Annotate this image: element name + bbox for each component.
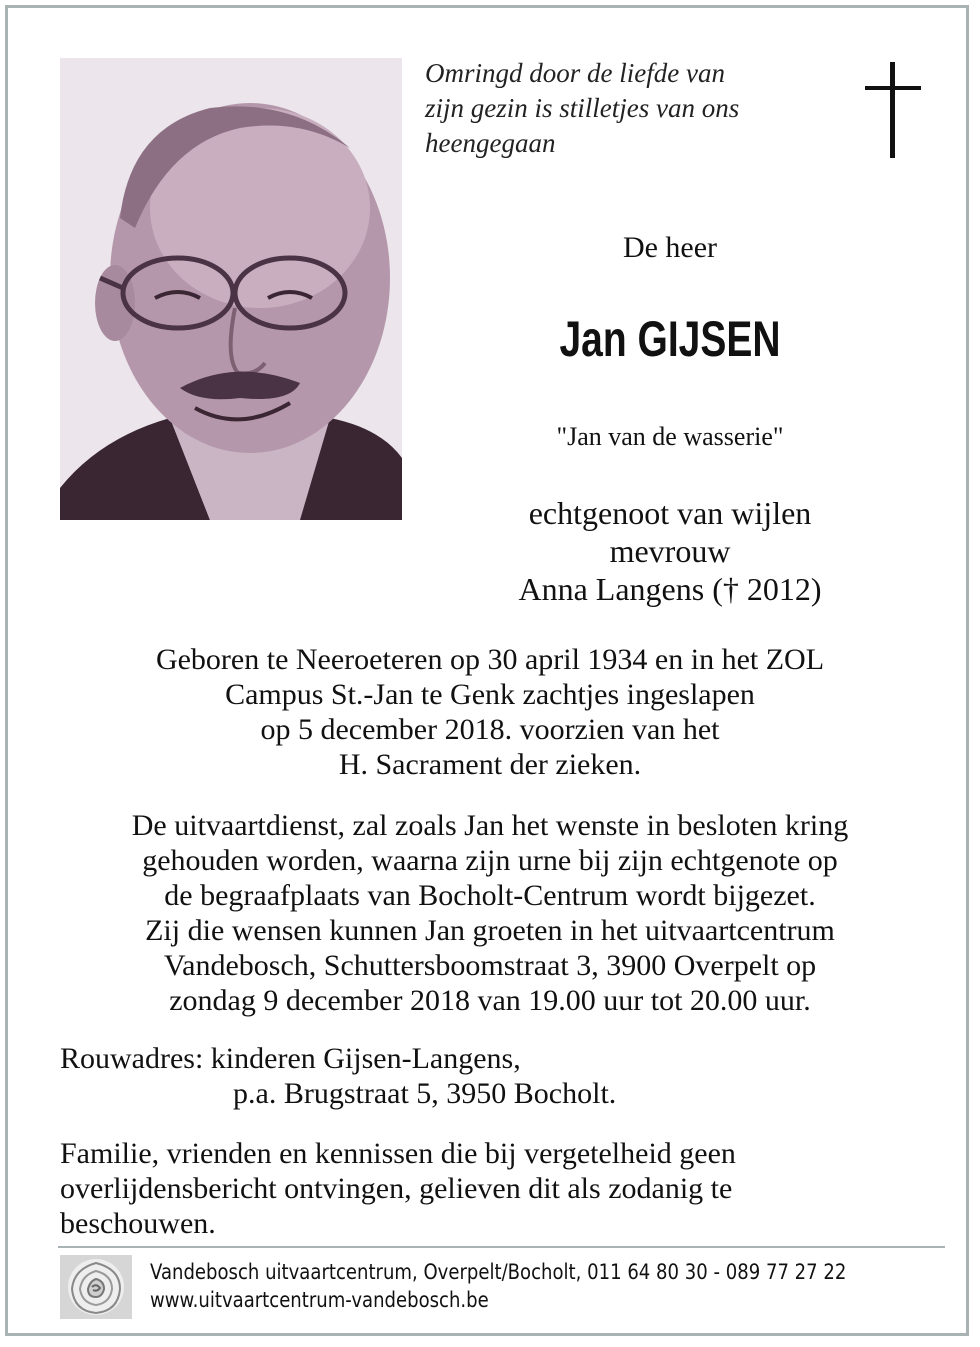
title-prefix: De heer	[622, 231, 718, 264]
family-line: beschouwen.	[60, 1207, 216, 1240]
birth-line: op 5 december 2018. voorzien van het	[260, 713, 720, 746]
funeral-home-info	[150, 1258, 846, 1314]
intro-line: zijn gezin is stilletjes van ons	[425, 93, 740, 123]
footer-divider	[58, 1246, 945, 1248]
intro-line: Omringd door de liefde van	[425, 58, 725, 88]
spouse-info	[425, 494, 915, 608]
address-line: Rouwadres: kinderen Gijsen-Langens,	[60, 1042, 521, 1075]
funeral-line: Zij die wensen kunnen Jan groeten in het uitvaartcentrum	[145, 914, 835, 947]
birth-line: H. Sacrament der zieken.	[338, 748, 642, 781]
intro-text	[425, 56, 845, 161]
funeral-line: zondag 9 december 2018 van 19.00 uur tot 20.00 uur.	[169, 984, 811, 1017]
family-line: Familie, vrienden en kennissen die bij vergetelheid geen	[60, 1137, 736, 1170]
spouse-line: echtgenoot van wijlen	[528, 495, 812, 531]
birth-paragraph	[40, 642, 940, 782]
deceased-name: Jan GIJSEN	[559, 311, 781, 367]
family-notice	[60, 1136, 736, 1241]
nickname: "Jan van de wasserie"	[556, 422, 784, 451]
cross-icon	[865, 62, 921, 158]
rose-icon	[60, 1255, 132, 1319]
funeral-paragraph	[40, 808, 940, 1018]
funeral-line: Vandebosch, Schuttersboomstraat 3, 3900 Overpelt op	[163, 949, 817, 982]
birth-line: Campus St.-Jan te Genk zachtjes ingeslapen	[225, 678, 755, 711]
spouse-line: mevrouw	[609, 533, 731, 569]
funeral-line: de begraafplaats van Bocholt-Centrum wordt bijgezet.	[164, 879, 816, 912]
portrait-photo	[60, 58, 402, 520]
spouse-line: Anna Langens († 2012)	[518, 571, 822, 607]
birth-line: Geboren te Neeroeteren op 30 april 1934 en in het ZOL	[155, 643, 825, 676]
funeral-line: De uitvaartdienst, zal zoals Jan het wenste in besloten kring	[131, 809, 849, 842]
funeral-home-contact: Vandebosch uitvaartcentrum, Overpelt/Bocholt, 011 64 80 30 - 089 77 27 22	[150, 1260, 847, 1284]
family-line: overlijdensbericht ontvingen, gelieven dit als zodanig te	[60, 1172, 733, 1205]
funeral-line: gehouden worden, waarna zijn urne bij zijn echtgenote op	[142, 844, 838, 877]
address-line: p.a. Brugstraat 5, 3950 Bocholt.	[233, 1077, 617, 1110]
funeral-home-website[interactable]: www.uitvaartcentrum-vandebosch.be	[150, 1288, 489, 1312]
intro-line: heengegaan	[425, 128, 556, 158]
mourning-address	[60, 1041, 616, 1111]
